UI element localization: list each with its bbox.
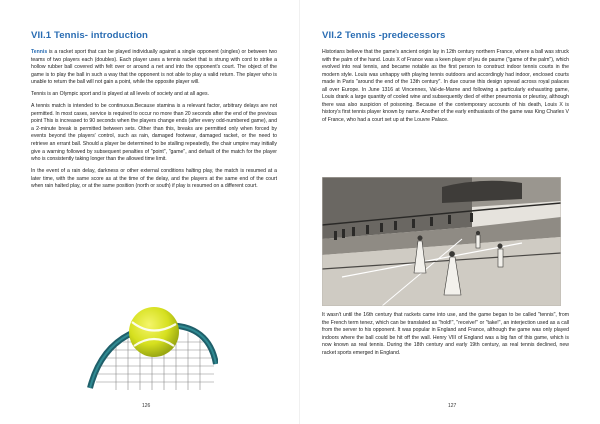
tennis-term: Tennis <box>31 49 48 55</box>
right-lower-text <box>322 312 569 362</box>
left-page-number: 126 <box>142 403 151 409</box>
right-heading: VII.2 Tennis -predecessors <box>322 30 446 41</box>
right-paragraph-1: Historians believe that the game's ancient origin lay in 12th century northern France, where a ball was struck with the palm of the hand. Louis X of France was a keen player of jeu de paume ("game of the palm"), which evolved into real tennis, and became notable as the first person to construct indoor tennis courts in the modern style. Louis was unhappy with playing tennis outdoors and accordingly had indoor, enclosed courts made in Paris "around the end of the 13th century". In due course this design spread across royal palaces all over Europe. In June 1316 at Vincennes, Val-de-Marne and following a particularly exhausting game, Louis drank a large quantity of cooled wine and subsequently died of either pneumonia or pleurisy, although there was also suspicion of poisoning. Because of the contemporary accounts of his death, Louis X is history's first tennis player known by name. Another of the early enthusiasts of the game was King Charles V of France, who had a court set up at the Louvre Palace. <box>322 49 569 123</box>
left-paragraph-3: A tennis match is intended to be continuous.Because stamina is a relevant factor, arbitrary delays are not permitted. In most cases, service is required to occur no more than 20 seconds after the end of the previous point This is increased to 90 seconds when the players change ends (after every odd-numbered game), and a 2-minute break is permitted between sets. Other than this, breaks are permitted only when forced by events beyond the players' control, such as rain, damaged footwear, damaged racket, or the need to retrieve an errant ball. Should a player be determined to be stalling repeatedly, the chair umpire may initially give a warning followed by subsequent penalties of "point", "game", and default of the match for the player who is consistently taking longer than the allowed time limit. <box>31 103 277 163</box>
left-paragraph-2: Tennis is an Olympic sport and is played at all levels of society and at all ages. <box>31 91 210 98</box>
left-paragraph-4: In the event of a rain delay, darkness or other external conditions halting play, the match is resumed at a later time, with the same score as at the time of the delay, and the players at the same end of the court when rain halted play, or at the same position (north or south) if play is resumed on a different court. <box>31 168 277 190</box>
right-page-number: 127 <box>448 403 457 409</box>
right-paragraph-2: It wasn't until the 16th century that rackets came into use, and the game began to be called "tennis", from the French term tenez, which can be translated as "hold!", "receive!" or "take!", an interjection used as a call from the server to his opponent. It was popular in England and France, although the game was only played indoors where the ball could be hit off the wall. Henry VIII of England was a big fan of this game, which is now known as real tennis. During the 18th century and early 19th century, as real tennis declined, new racket sports emerged in England. <box>322 312 569 356</box>
left-paragraph-1 <box>31 49 277 87</box>
right-page <box>300 0 600 424</box>
historic-tennis-photo-icon <box>322 177 561 306</box>
tennis-ball-racket-icon <box>86 302 218 390</box>
left-paragraph-1-text: is a racket sport that can be played individually against a single opponent (singles) or between two teams of two players each (doubles). Each player uses a tennis racket that is strung with cord to strike a hollow rubber ball covered with felt over or around a net and into the opponent's court. The object of the game is to play the ball in such a way that the opponent is not able to play a valid return. The player who is unable to return the ball will not gain a point, while the opposite player will. <box>31 49 277 86</box>
left-heading: VII.1 Tennis- introduction <box>31 30 149 41</box>
